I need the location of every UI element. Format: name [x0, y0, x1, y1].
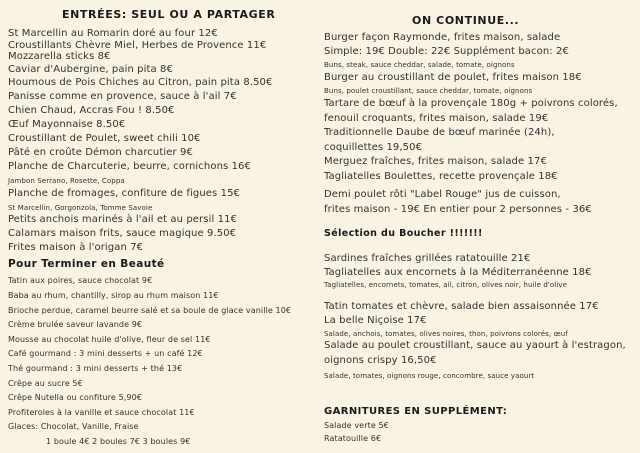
dessert-item: Brioche perdue, caramel beurre salé et sa boule de glace vanille 10€: [8, 306, 292, 315]
menu-item: Frites maison à l'origan 7€: [8, 242, 144, 253]
dessert-item: Thé gourmand : 3 mini desserts + thé 13€: [8, 364, 183, 373]
menu-item: Tagliatelles aux encornets à la Méditerranéenne 18€: [324, 267, 592, 278]
garnitures-title: GARNITURES EN SUPPLÉMENT:: [324, 406, 508, 417]
dessert-item: Crème brulée saveur lavande 9€: [8, 320, 143, 329]
menu-item: oignons crispy 16,50€: [324, 355, 437, 366]
menu-item: Salade au poulet croustillant, sauce au yaourt à l'estragon,: [324, 340, 626, 351]
menu-item: Mozzarella sticks 8€: [8, 51, 111, 62]
menu-item: Tatin tomates et chèvre, salade bien assaisonnée 17€: [324, 301, 599, 312]
dessert-item: Mousse au chocolat huile d'olive, fleur de sel 11€: [8, 335, 211, 344]
entrees-title: ENTRÉES: SEUL OU A PARTAGER: [62, 8, 276, 21]
menu-item-detail: Salade, anchois, tomates, olives noires, thon, poivrons colorés, œuf: [324, 330, 568, 338]
dessert-item: Café gourmand : 3 mini desserts + un café 12€: [8, 349, 203, 358]
menu-item: Simple: 19€ Double: 22€ Supplément bacon: 2€: [324, 46, 569, 57]
menu-item: Traditionnelle Daube de bœuf marinée (24h),: [324, 127, 555, 138]
menu-item: Burger au croustillant de poulet, frites maison 18€: [324, 72, 582, 83]
menu-item: Houmous de Pois Chiches au Citron, pain pita 8.50€: [8, 77, 273, 88]
dessert-item: Tatin aux poires, sauce chocolat 9€: [8, 276, 153, 285]
menu-item: Petits anchois marinés à l'ail et au persil 11€: [8, 214, 237, 225]
menu-item: Tagliatelles Boulettes, recette provençale 18€: [324, 171, 558, 182]
boucher-title: Sélection du Boucher !!!!!!!: [324, 228, 483, 239]
menu-item: Demi poulet rôti "Label Rouge" jus de cuisson,: [324, 189, 561, 200]
continue-title: ON CONTINUE...: [412, 14, 520, 27]
menu-item: fenouil croquants, frites maison, salade 19€: [324, 113, 549, 124]
menu-item: Panisse comme en provence, sauce à l'ail 7€: [8, 91, 237, 102]
menu-item-detail: Tagliatelles, encornets, tomates, ail, citron, olives noir, huile d'olive: [324, 281, 568, 289]
menu-item: coquillettes 19,50€: [324, 142, 423, 153]
menu-item: Pâté en croûte Démon charcutier 9€: [8, 147, 193, 158]
menu-item-detail: Buns, steak, sauce cheddar, salade, tomate, oignons: [324, 61, 515, 69]
menu-item: Chien Chaud, Accras Fou ! 8.50€: [8, 105, 175, 116]
menu-item: frites maison - 19€ En entier pour 2 personnes - 36€: [324, 204, 592, 215]
garniture-item: Salade verte 5€: [324, 421, 389, 430]
menu-item: Sardines fraîches grillées ratatouille 21€: [324, 253, 531, 264]
dessert-item: Profiteroles à la vanille et sauce chocolat 11€: [8, 408, 195, 417]
dessert-item: Baba au rhum, chantilly, sirop au rhum maison 11€: [8, 291, 219, 300]
dessert-item: Crêpe au sucre 5€: [8, 379, 83, 388]
menu-item-detail: Salade, tomates, oignons rouge, concombre, sauce yaourt: [324, 372, 535, 380]
garniture-item: Ratatouille 6€: [324, 434, 382, 443]
menu-item-detail: Jambon Serrano, Rosette, Coppa: [8, 177, 125, 185]
menu-item: Planche de fromages, confiture de figues 15€: [8, 188, 241, 199]
menu-item-detail: St Marcellin, Gorgonzola, Tomme Savoie: [8, 204, 153, 212]
desserts-title: Pour Terminer en Beauté: [8, 258, 165, 270]
menu-item: Planche de Charcuterie, beurre, cornichons 16€: [8, 161, 251, 172]
dessert-item: Crêpe Nutella ou confiture 5,90€: [8, 393, 142, 402]
menu-item: Burger façon Raymonde, frites maison, salade: [324, 32, 561, 43]
menu-item: Caviar d'Aubergine, pain pita 8€: [8, 64, 173, 75]
menu-item: Croustillants Chèvre Miel, Herbes de Provence 11€: [8, 40, 267, 51]
menu-item: St Marcellin au Romarin doré au four 12€: [8, 28, 218, 39]
dessert-item: Glaces: Chocolat, Vanille, Fraise: [8, 422, 139, 431]
ice-cream-prices: 1 boule 4€ 2 boules 7€ 3 boules 9€: [46, 437, 191, 446]
menu-item: Merguez fraîches, frites maison, salade 17€: [324, 156, 547, 167]
menu-item: La belle Niçoise 17€: [324, 315, 427, 326]
menu-item-detail: Buns, poulet croustillant, sauce cheddar, tomate, oignons: [324, 87, 533, 95]
menu-item: Calamars maison frits, sauce magique 9.50€: [8, 228, 237, 239]
menu-item: Œuf Mayonnaise 8.50€: [8, 119, 126, 130]
menu-item: Tartare de bœuf à la provençale 180g + poivrons colorés,: [324, 98, 618, 109]
menu-item: Croustillant de Poulet, sweet chili 10€: [8, 133, 201, 144]
